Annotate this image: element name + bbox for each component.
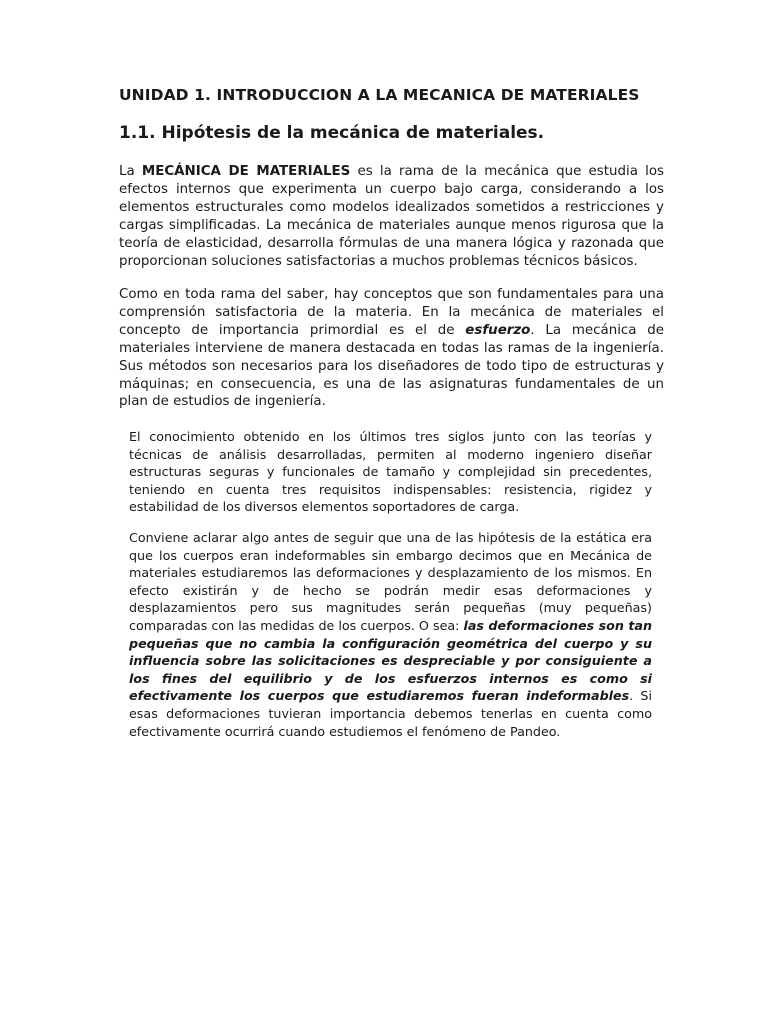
paragraph-definition-rest: es la rama de la mecánica que estudia los efectos internos que experimenta un cuerpo bajo carga, considerando a los elementos estructurales como modelos idealizados sometidos a restricciones y cargas simplificadas. La mecánica de materiales aunque menos rigurosa que la teoría de elasticidad, desarrolla fórmulas de una manera lógica y razonada que proporcionan soluciones satisfactorias a muchos problemas técnicos básicos. xyxy=(119,164,664,269)
paragraph-knowledge: El conocimiento obtenido en los últimos tres siglos junto con las teorías y técnicas de análisis desarrolladas, permiten al moderno ingeniero diseñar estructuras seguras y funcionales de tamaño y complejidad sin precedentes, teniendo en cuenta tres requisitos indispensables: resistencia, rigidez y estabilidad de los diversos elementos soportadores de carga. xyxy=(129,429,652,515)
term-esfuerzo: esfuerzo xyxy=(465,322,531,338)
paragraph-concepts xyxy=(119,286,664,411)
paragraph-hypothesis-rest: . Si esas deformaciones tuvieran importancia debemos tenerlas en cuenta como efectivamente ocurrirá cuando estudiemos el fenómeno de Pandeo. xyxy=(129,688,652,739)
paragraph-hypothesis-lead: Conviene aclarar algo antes de seguir que una de las hipótesis de la estática era que los cuerpos eran indeformables sin embargo decimos que en Mecánica de materiales estudiaremos las deformaciones y desplazamiento de los mismos. En efecto existirán y de hecho se podrán medir esas deformaciones y desplazamientos pero sus magnitudes serán pequeñas (muy pequeñas) comparadas con las medidas de los cuerpos. O sea: xyxy=(129,530,652,633)
section-title: 1.1. Hipótesis de la mecánica de materiales. xyxy=(119,123,545,143)
term-mecanica-de-materiales: MECÁNICA DE MATERIALES xyxy=(141,164,351,179)
paragraph-definition xyxy=(119,163,664,270)
paragraph-concepts-lead: Como en toda rama del saber, hay conceptos que son fundamentales para una comprensión satisfactoria de la materia. En la mecánica de materiales el concepto de importancia primordial es el de xyxy=(119,287,664,338)
unit-title: UNIDAD 1. INTRODUCCION A LA MECANICA DE MATERIALES xyxy=(119,86,640,104)
paragraph-concepts-rest: . La mecánica de materiales interviene de manera destacada en todas las ramas de la ingeniería. Sus métodos son necesarios para los diseñadores de todo tipo de estructuras y máquinas; en consecuencia, es una de las asignaturas fundamentales de un plan de estudios de ingeniería. xyxy=(119,322,665,410)
paragraph-hypothesis xyxy=(129,529,652,740)
paragraph-definition-lead: La xyxy=(119,164,142,179)
hypothesis-emphasis: las deformaciones son tan pequeñas que no cambia la configuración geométrica del cuerpo y su influencia sobre las solicitaciones es despreciable y por consiguiente a los fines del equilibrio y de los esfuerzos internos es como si efectivamente los cuerpos que estudiaremos fueran indeformables xyxy=(129,617,652,704)
